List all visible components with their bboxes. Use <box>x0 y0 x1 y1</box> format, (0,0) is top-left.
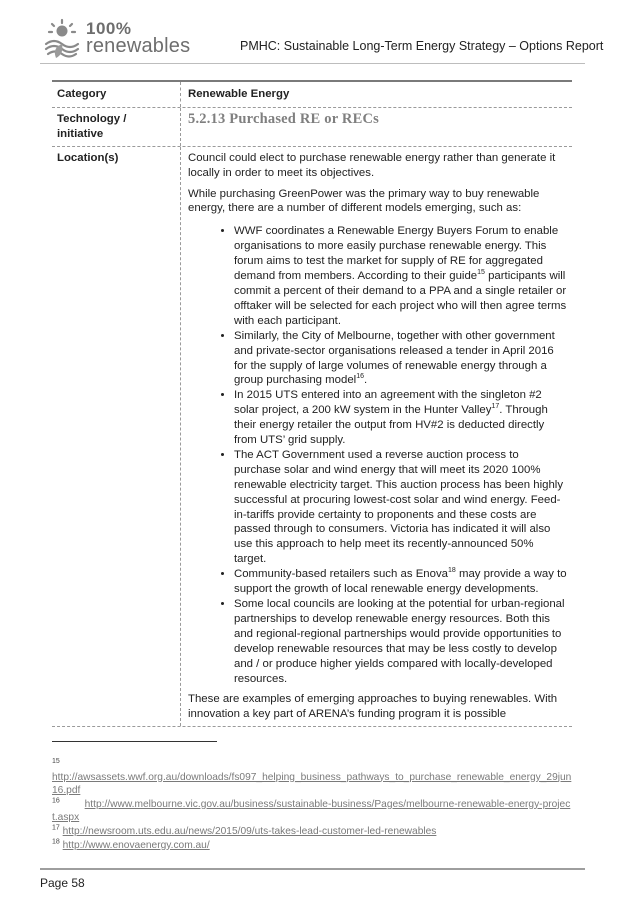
list-item-text: . Through their energy retailer the output from HV#2 is deducted directly from UTS’ grid supply. <box>234 404 548 447</box>
technology-row <box>52 108 572 147</box>
footnote-17 <box>52 825 572 839</box>
technology-cell <box>180 108 572 146</box>
list-item-text: The ACT Government used a reverse auction process to purchase solar and wind energy that will meet its 2020 100% renewable electricity target. This auction process has been highly successful at procuring lowest-cost solar and wind energy. Feed-in-tariffs provide certainty to proponents and these costs are passed through to consumers. Victoria has indicated it will also use this approach to help meet its recently-announced 50% target. <box>234 448 564 566</box>
list-item-text: . <box>364 374 368 387</box>
location-label: Location(s) <box>57 151 119 164</box>
footer-divider <box>40 868 585 870</box>
footnote-divider <box>52 741 217 742</box>
footnote-number: 15 <box>52 758 60 765</box>
list-item-text: may provide a way to support the growth of local renewable energy developments. <box>234 568 567 596</box>
footnote-ref[interactable]: 16 <box>356 373 365 381</box>
list-item-text: Community-based retailers such as Enova <box>234 568 448 581</box>
logo-text-renewables: renewables <box>86 35 191 57</box>
logo-text-100: 100% <box>86 19 132 38</box>
footnote-16 <box>52 798 572 825</box>
footnote-number: 18 <box>52 838 60 846</box>
list-item <box>234 388 567 448</box>
header-divider <box>40 63 585 64</box>
footnote-link[interactable]: http://newsroom.uts.edu.au/news/2015/09/uts-takes-lead-customer-led-renewables <box>62 825 437 837</box>
location-content <box>180 147 572 727</box>
sun-leaf-logo-icon <box>40 18 84 62</box>
list-item <box>234 224 567 328</box>
header-title: PMHC: Sustainable Long-Term Energy Strategy – Options Report <box>240 39 604 53</box>
list-item-text: participants will commit a percent of their demand to a PPA and a single retailer or offtaker will be selected for each project who will then agree terms with each participant. <box>234 270 567 327</box>
list-item-text: Some local councils are looking at the potential for urban-regional partnerships to develop renewable energy resources. Both this and regional-regional partnerships would provide opportunities to develop renewable resources that may be less costly to develop and / or produce higher yields compared with locally-developed resources. <box>234 598 565 685</box>
models-list <box>188 224 567 686</box>
list-item <box>234 567 567 597</box>
category-value: Renewable Energy <box>180 82 572 107</box>
list-item-text: Similarly, the City of Melbourne, together with other government and private-sector organisations released a tender in April 2016 for the supply of large volumes of renewable energy through a group purchasing model <box>234 329 555 387</box>
footnote-link[interactable]: http://www.melbourne.vic.gov.au/business/sustainable-business/Pages/melbourne-renewable-energy-project.aspx <box>52 798 571 824</box>
paragraph-models: While purchasing GreenPower was the primary way to buy renewable energy, there are a number of different models emerging, such as: <box>188 187 540 215</box>
list-item-text: In 2015 UTS entered into an agreement with the singleton #2 solar project, a 200 kW system in the Hunter Valley <box>234 389 542 417</box>
footnote-number: 16 <box>52 797 60 805</box>
footnote-number: 17 <box>52 824 60 832</box>
footnote-link[interactable]: http://www.enovaenergy.com.au/ <box>62 839 210 851</box>
footnote-link[interactable]: http://awsassets.wwf.org.au/downloads/fs097_helping_business_pathways_to_purchase_renewable_energy_29jun16.pdf <box>52 771 572 797</box>
technology-label: Technology / initiative <box>57 112 127 140</box>
list-item <box>234 329 567 389</box>
footnote-18 <box>52 839 572 853</box>
list-item-text: WWF coordinates a Renewable Energy Buyers Forum to enable organisations to more easily purchase renewable energy. This forum aims to test the market for supply of RE for aggregated demand from members. According to their guide <box>234 225 559 283</box>
options-table <box>52 80 572 727</box>
footnote-15 <box>52 755 572 798</box>
category-label: Category <box>57 88 107 100</box>
logo-wordmark <box>86 20 190 56</box>
paragraph-intro: Council could elect to purchase renewable energy rather than generate it locally in order to meet its objectives. <box>188 151 556 179</box>
footnote-ref[interactable]: 18 <box>448 567 456 575</box>
list-item <box>234 597 567 686</box>
footnote-ref[interactable]: 17 <box>491 403 500 411</box>
paragraph-closing: These are examples of emerging approaches to buying renewables. With innovation a key part of ARENA’s funding program it is possible <box>188 693 558 721</box>
section-heading: 5.2.13 Purchased RE or RECs <box>188 110 379 127</box>
table-header-row <box>52 80 572 108</box>
footnote-ref[interactable]: 15 <box>477 269 485 277</box>
list-item <box>234 448 567 567</box>
logo <box>40 18 200 62</box>
location-row <box>52 147 572 728</box>
page-number: Page 58 <box>40 876 85 890</box>
footnotes <box>52 755 572 852</box>
